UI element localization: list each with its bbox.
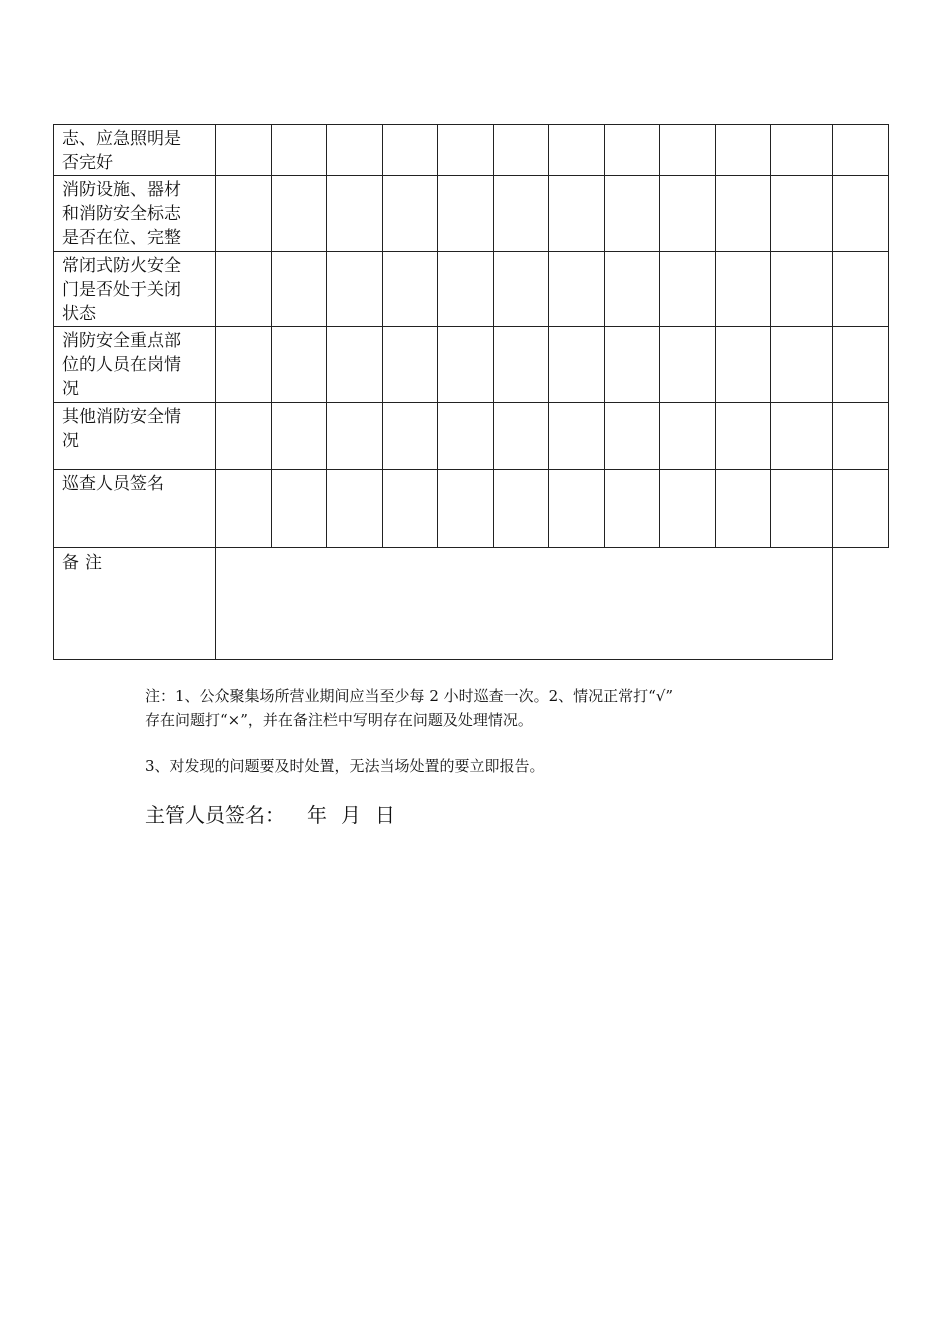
row-label-line: 其他消防安全情	[62, 407, 181, 427]
row-label-line: 常闭式防火安全	[62, 256, 181, 276]
check-cell[interactable]	[771, 176, 833, 252]
note-line-2: 存在问题打“×”，并在备注栏中写明存在问题及处理情况。	[145, 711, 533, 729]
row-label-cell	[54, 403, 216, 470]
row-label-line: 门是否处于关闭	[62, 280, 181, 300]
note-line-3: 3、对发现的问题要及时处置，无法当场处置的要立即报告。	[145, 757, 545, 775]
remarks-label: 备注	[54, 548, 216, 660]
check-cell[interactable]	[771, 327, 833, 403]
check-cell[interactable]	[771, 403, 833, 470]
row-label-line: 否完好	[62, 153, 113, 173]
check-cell[interactable]	[660, 176, 716, 252]
row-label-cell	[54, 252, 216, 327]
check-cell[interactable]	[660, 403, 716, 470]
check-cell[interactable]	[549, 176, 605, 252]
check-cell[interactable]	[605, 176, 660, 252]
table-row	[54, 252, 889, 327]
check-cell[interactable]	[716, 252, 771, 327]
check-cell[interactable]	[383, 252, 438, 327]
check-cell[interactable]	[272, 176, 327, 252]
check-cell[interactable]	[771, 470, 833, 548]
check-cell[interactable]	[549, 252, 605, 327]
row-label-line: 位的人员在岗情	[62, 355, 181, 375]
signature-day: 日	[375, 803, 395, 827]
check-cell[interactable]	[494, 252, 549, 327]
notes-block	[145, 684, 845, 778]
row-label-cell	[54, 125, 216, 176]
check-cell[interactable]	[549, 470, 605, 548]
check-cell[interactable]	[549, 403, 605, 470]
table-row	[54, 470, 889, 548]
check-cell[interactable]	[494, 125, 549, 176]
table-row	[54, 403, 889, 470]
check-cell[interactable]	[660, 252, 716, 327]
remarks-row	[54, 548, 889, 660]
row-label-cell	[54, 327, 216, 403]
row-label-line: 况	[62, 379, 79, 399]
check-cell[interactable]	[438, 125, 494, 176]
check-cell[interactable]	[438, 176, 494, 252]
check-cell[interactable]	[272, 252, 327, 327]
check-cell[interactable]	[833, 403, 889, 470]
check-cell[interactable]	[272, 470, 327, 548]
supervisor-signature-line	[145, 800, 395, 830]
check-cell[interactable]	[833, 327, 889, 403]
check-cell[interactable]	[272, 403, 327, 470]
check-cell[interactable]	[605, 470, 660, 548]
check-cell[interactable]	[660, 327, 716, 403]
check-cell[interactable]	[216, 176, 272, 252]
row-label-line: 状态	[62, 304, 96, 324]
table-row	[54, 125, 889, 176]
row-label-cell	[54, 470, 216, 548]
check-cell[interactable]	[383, 176, 438, 252]
check-cell[interactable]	[716, 125, 771, 176]
check-cell[interactable]	[716, 176, 771, 252]
check-cell[interactable]	[716, 470, 771, 548]
remarks-field[interactable]	[216, 548, 833, 660]
inspection-table	[53, 124, 889, 660]
check-cell[interactable]	[383, 470, 438, 548]
check-cell[interactable]	[327, 403, 383, 470]
table-row	[54, 327, 889, 403]
empty-corner	[833, 548, 889, 660]
row-label-line: 况	[62, 431, 79, 451]
check-cell[interactable]	[272, 125, 327, 176]
check-cell[interactable]	[605, 252, 660, 327]
signature-label: 主管人员签名：	[145, 803, 285, 827]
check-cell[interactable]	[833, 176, 889, 252]
check-cell[interactable]	[438, 403, 494, 470]
check-cell[interactable]	[833, 252, 889, 327]
check-cell[interactable]	[383, 125, 438, 176]
table-row	[54, 176, 889, 252]
row-label-line: 消防设施、器材	[62, 180, 181, 200]
check-cell[interactable]	[771, 252, 833, 327]
check-cell[interactable]	[216, 125, 272, 176]
signature-month: 月	[341, 803, 361, 827]
check-cell[interactable]	[327, 327, 383, 403]
check-cell[interactable]	[494, 470, 549, 548]
signature-year: 年	[307, 803, 327, 827]
check-cell[interactable]	[438, 252, 494, 327]
row-label-line: 志、应急照明是	[62, 129, 181, 149]
check-cell[interactable]	[605, 403, 660, 470]
check-cell[interactable]	[494, 403, 549, 470]
check-cell[interactable]	[327, 176, 383, 252]
row-label-line: 消防安全重点部	[62, 331, 181, 351]
row-label-cell	[54, 176, 216, 252]
check-cell[interactable]	[660, 470, 716, 548]
check-cell[interactable]	[833, 470, 889, 548]
check-cell[interactable]	[438, 470, 494, 548]
row-label-line: 是否在位、完整	[62, 228, 181, 248]
check-cell[interactable]	[327, 125, 383, 176]
check-cell[interactable]	[383, 403, 438, 470]
check-cell[interactable]	[833, 125, 889, 176]
row-label-line: 和消防安全标志	[62, 204, 181, 224]
check-cell[interactable]	[494, 327, 549, 403]
check-cell[interactable]	[327, 470, 383, 548]
check-cell[interactable]	[216, 327, 272, 403]
check-cell[interactable]	[716, 403, 771, 470]
check-cell[interactable]	[771, 125, 833, 176]
check-cell[interactable]	[383, 327, 438, 403]
check-cell[interactable]	[549, 327, 605, 403]
check-cell[interactable]	[438, 327, 494, 403]
check-cell[interactable]	[216, 403, 272, 470]
check-cell[interactable]	[494, 176, 549, 252]
check-cell[interactable]	[272, 327, 327, 403]
check-cell[interactable]	[216, 252, 272, 327]
check-cell[interactable]	[660, 125, 716, 176]
check-cell[interactable]	[549, 125, 605, 176]
check-cell[interactable]	[327, 252, 383, 327]
check-cell[interactable]	[716, 327, 771, 403]
note-line-1: 注：1、公众聚集场所营业期间应当至少每 2 小时巡查一次。2、情况正常打“√”	[145, 687, 674, 705]
check-cell[interactable]	[605, 327, 660, 403]
check-cell[interactable]	[605, 125, 660, 176]
check-cell[interactable]	[216, 470, 272, 548]
row-label-line: 巡查人员签名	[62, 474, 164, 494]
